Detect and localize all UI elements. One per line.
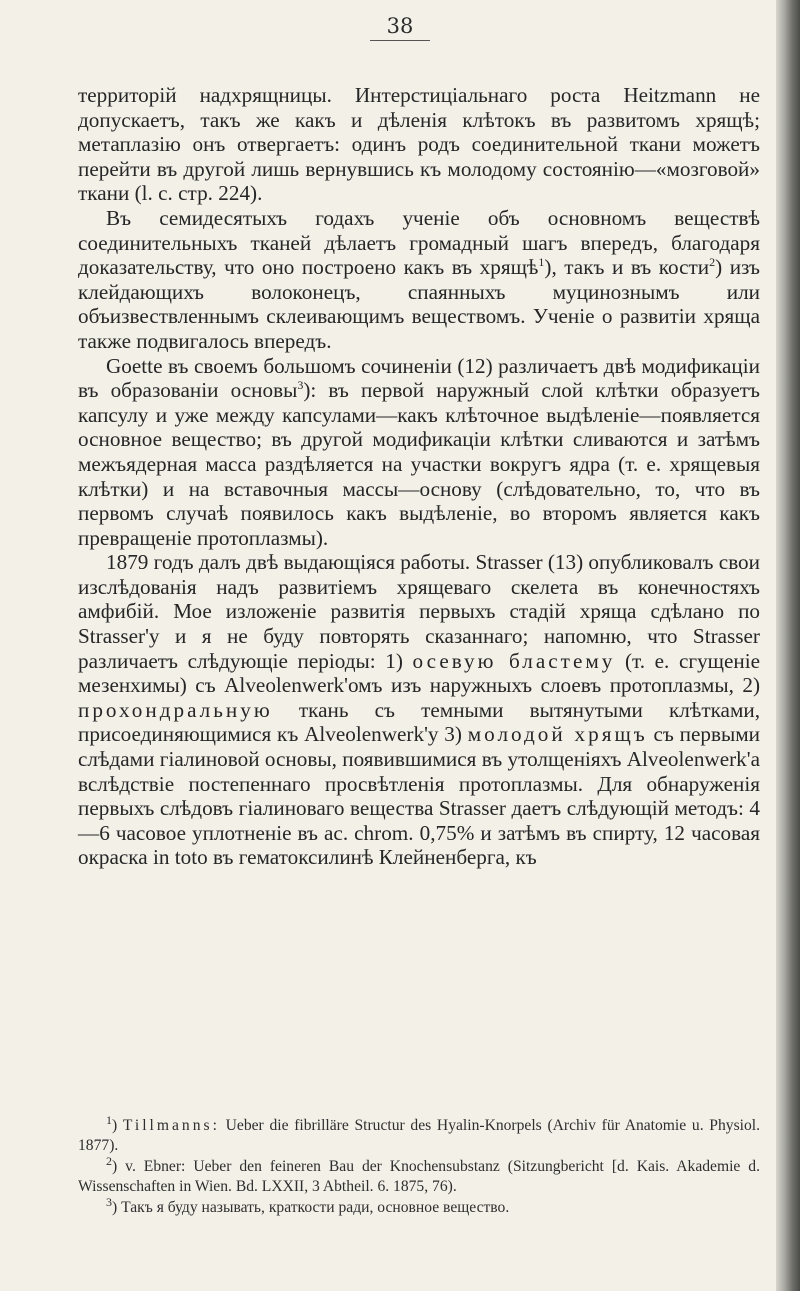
footnote-2-number: 2	[106, 1153, 112, 1168]
paragraph-2	[78, 206, 760, 354]
paragraph-2-part-1: Въ семидесятыхъ годахъ ученіе объ основномъ веществѣ соединительныхъ тканей дѣлаетъ громадный шагъ впередъ, благодаря доказательству, что оно построено какъ въ хрящѣ	[78, 205, 760, 280]
footnote-1: $^1$) Tillmanns: Ueber die fibrilläre Structur des Hyalin-Knorpels (Archiv für Anatomie u. Physiol. 1877).	[78, 1112, 760, 1155]
paragraph-4-part-1: 1879 годъ далъ двѣ выдающіяся работы. Strasser (13) опубликовалъ свои изслѣдованія надъ развитіемъ хрящеваго скелета въ конечностяхъ амфибій. Мое изложеніе развитія первыхъ стадій хряща сдѣлано по Strasser'у и я не буду повторять сказаннаго; напомню, что Strasser различаетъ слѣдующіе періоды: 1)	[78, 550, 760, 673]
paragraph-1: территорій надхрящницы. Интерстиціальнаго роста Heitzmann не допускаетъ, такъ же какъ и дѣленія клѣтокъ въ развитомъ хрящѣ; метаплазію онъ отвергаетъ: одинъ родъ соединительной ткани можетъ перейти въ другой лишь вернувшись къ молодому состоянію—«мозговой» ткани (l. c. стр. 224).	[78, 83, 760, 206]
footnote-2-author: v. Ebner:	[125, 1157, 186, 1175]
paragraph-4-part-4: съ первыми слѣдами гіалиновой основы, появившимися въ утолщеніяхъ Alveolenwerk'a вслѣдствіе постепеннаго просвѣтленія протоплазмы. Для обнаруженія первыхъ слѣдовъ гіалиноваго вещества Strasser даетъ слѣдующій методъ: 4—6 часовое уплотненіе въ ac. chrom. 0,75% и затѣмъ въ спирту, 12 часовая окраска in toto въ гематоксилинѣ Клейненберга, къ	[78, 722, 761, 870]
footnote-ref-2: 2	[709, 255, 716, 270]
footnote-1-number: 1	[106, 1112, 112, 1127]
paragraph-4	[78, 550, 760, 870]
footnote-separator	[78, 1112, 760, 1113]
footnote-ref-3: 3	[297, 378, 304, 393]
page-number: 38	[370, 14, 430, 41]
scan-binding-edge	[776, 0, 800, 1291]
paragraph-4-part-2: (т. е. сгущеніе мезенхимы) съ Alveolenwerk'омъ изъ наружныхъ слоевъ протоплазмы, 2)	[78, 648, 761, 698]
term-young-cartilage: молодой хрящъ	[467, 722, 648, 747]
paragraph-2-part-2: ), такъ и въ кости	[544, 255, 710, 280]
term-osevaya-blastema: осевую бластему	[412, 648, 616, 673]
footnote-3-number: 3	[106, 1194, 112, 1209]
footnote-1-text: Ueber die fibrilläre Structur des Hyalin-Knorpels (Archiv für Anatomie u. Physiol. 1877).	[78, 1117, 760, 1155]
term-prochondral: прохондральную	[78, 697, 273, 722]
footnote-1-author: Tillmanns:	[122, 1117, 220, 1134]
footnote-ref-1: 1	[538, 255, 545, 270]
footnotes	[78, 1112, 760, 1218]
footnote-3-text: Такъ я буду называть, краткости ради, основное вещество.	[121, 1198, 510, 1216]
paragraph-3-part-2: ): въ первой наружный слой клѣтки образуетъ капсулу и уже между капсулами—какъ клѣточное выдѣленіе—появляется основное вещество; въ другой модификаціи клѣтки сливаются и затѣмъ межъядерная масса раздѣляется на участки вокругъ ядра (т. е. хрящевыя клѣтки) и на вставочныя массы—основу (слѣдовательно, то, что въ первомъ случаѣ появилось какъ выдѣленіе, во второмъ является какъ превращеніе протоплазмы).	[78, 378, 760, 550]
paragraph-2-part-3: ) изъ клейдающихъ волоконецъ, спаянныхъ муцинознымъ или объизвествленнымъ склеивающимъ веществомъ. Ученіе о развитіи хряща также подвигалось впередъ.	[78, 255, 760, 353]
paragraph-3-part-1: Goette въ своемъ большомъ сочиненіи (12) различаетъ двѣ модификаціи въ образованіи основы	[78, 353, 760, 403]
paragraph-3	[78, 354, 760, 551]
body-text	[78, 83, 760, 870]
footnote-2-text: Ueber den feineren Bau der Knochensubstanz (Sitzungbericht [d. Kais. Akademie d. Wissenschaften in Wien. Bd. LXXII, 3 Abtheil. 6. 1875, 76).	[78, 1157, 760, 1196]
paragraph-4-part-3: ткань съ темными вытянутыми клѣтками, присоединяющимися къ Alveolenwerk'у 3)	[78, 697, 761, 747]
footnote-2: $^2$) v. Ebner: Ueber den feineren Bau der Knochensubstanz (Sitzungbericht [d. Kais. Akademie d. Wissenschaften in Wien. Bd. LXXII, 3 Abtheil. 6. 1875, 76).	[78, 1153, 760, 1196]
footnote-3: $^3$) Такъ я буду называть, краткости ради, основное вещество.	[106, 1194, 510, 1216]
